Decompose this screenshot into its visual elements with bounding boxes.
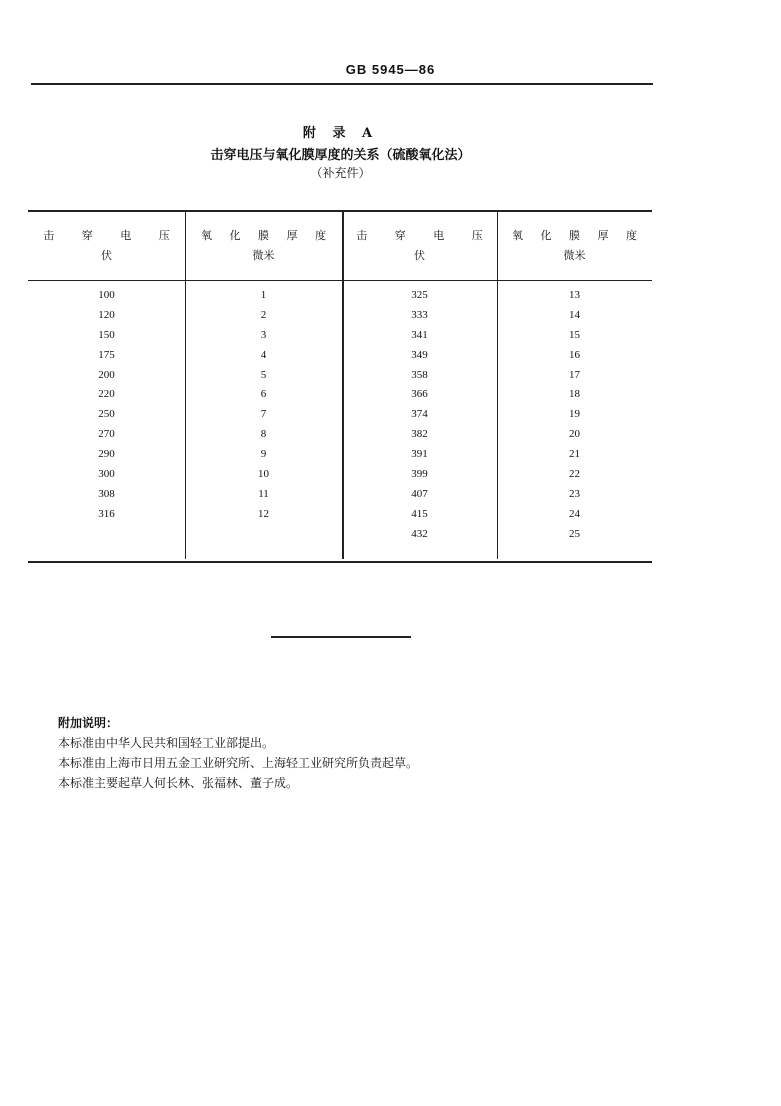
voltage-cell: 341 [411,328,428,341]
thickness-cell: 8 [260,428,267,441]
voltage-cell: 325 [411,289,428,301]
voltage-cell: 391 [411,448,428,461]
thickness-cell: 9 [260,448,267,461]
header-cell [185,226,342,266]
appendix-title: 击穿电压与氧化膜厚度的关系（硫酸氧化法） [210,148,471,163]
voltage-cell: 382 [411,428,428,441]
voltage-cell: 415 [411,507,428,520]
thickness-cell: 10 [258,468,269,481]
thickness-cell: 11 [258,487,269,500]
thickness-cell: 13 [569,289,580,301]
thickness-cell: 3 [260,328,267,341]
header-rule [31,83,653,85]
thickness-cell: 15 [569,328,580,341]
voltage-cell: 316 [98,507,115,520]
voltage-cell: 374 [411,408,428,421]
thickness-cell: 1 [260,289,267,301]
thickness-cell: 22 [569,468,580,481]
voltage-cell: 200 [98,368,115,381]
header-unit: 伏 [414,249,425,262]
thickness-cell: 23 [569,487,580,500]
voltage-cell: 175 [98,348,115,361]
note-line: 本标准由上海市日用五金工业研究所、上海轻工业研究所负责起草。 [58,756,419,770]
thickness-cell: 20 [569,428,580,441]
additional-notes [58,713,418,793]
header-divider [28,280,652,281]
note-line: 本标准由中华人民共和国轻工业部提出。 [58,736,275,750]
column-left-thickness [185,286,342,525]
thickness-cell: 25 [569,527,580,540]
voltage-cell: 220 [98,388,115,401]
voltage-cell: 270 [98,428,115,441]
voltage-cell: 120 [98,308,115,321]
voltage-cell: 432 [411,527,428,540]
header-name: 氧 化 膜 厚 度 [512,229,644,242]
header-name: 击 穿 电 压 [356,229,495,242]
voltage-cell: 366 [411,388,428,401]
header-cell [497,226,652,266]
header-cell [342,226,497,266]
thickness-cell: 5 [260,368,267,381]
standard-number: GB 5945—86 [345,62,436,77]
thickness-cell: 12 [258,507,269,520]
thickness-cell: 6 [260,388,267,401]
thickness-cell: 4 [260,348,267,361]
header-cell [28,226,185,266]
breakdown-voltage-table [28,210,652,563]
voltage-cell: 358 [411,368,428,381]
thickness-cell: 24 [569,507,580,520]
voltage-cell: 150 [98,328,115,341]
thickness-cell: 19 [569,408,580,421]
column-right-voltage [342,286,497,545]
appendix-label: 附 录 A [302,126,379,141]
voltage-cell: 308 [98,487,115,500]
end-rule [271,636,411,638]
thickness-cell: 16 [569,348,580,361]
notes-title: 附加说明： [58,716,119,730]
header-name: 氧 化 膜 厚 度 [201,229,333,242]
thickness-cell: 21 [569,448,580,461]
voltage-cell: 100 [98,289,115,301]
voltage-cell: 399 [411,468,428,481]
voltage-cell: 300 [98,468,115,481]
column-right-thickness [497,286,652,545]
header-unit: 伏 [101,249,112,262]
thickness-cell: 14 [569,308,580,321]
voltage-cell: 349 [411,348,428,361]
voltage-cell: 407 [411,487,428,500]
header-name: 击 穿 电 压 [43,229,182,242]
header-unit: 微米 [563,249,586,262]
thickness-cell: 18 [569,388,580,401]
thickness-cell: 7 [260,408,267,421]
thickness-cell: 17 [569,368,580,381]
appendix-subtitle: （补充件） [310,166,371,180]
thickness-cell: 2 [260,308,267,321]
note-line: 本标准主要起草人何长林、张福林、董子成。 [58,776,299,790]
header-unit: 微米 [252,249,275,262]
voltage-cell: 250 [98,408,115,421]
voltage-cell: 290 [98,448,115,461]
column-left-voltage [28,286,185,525]
voltage-cell: 333 [411,308,428,321]
